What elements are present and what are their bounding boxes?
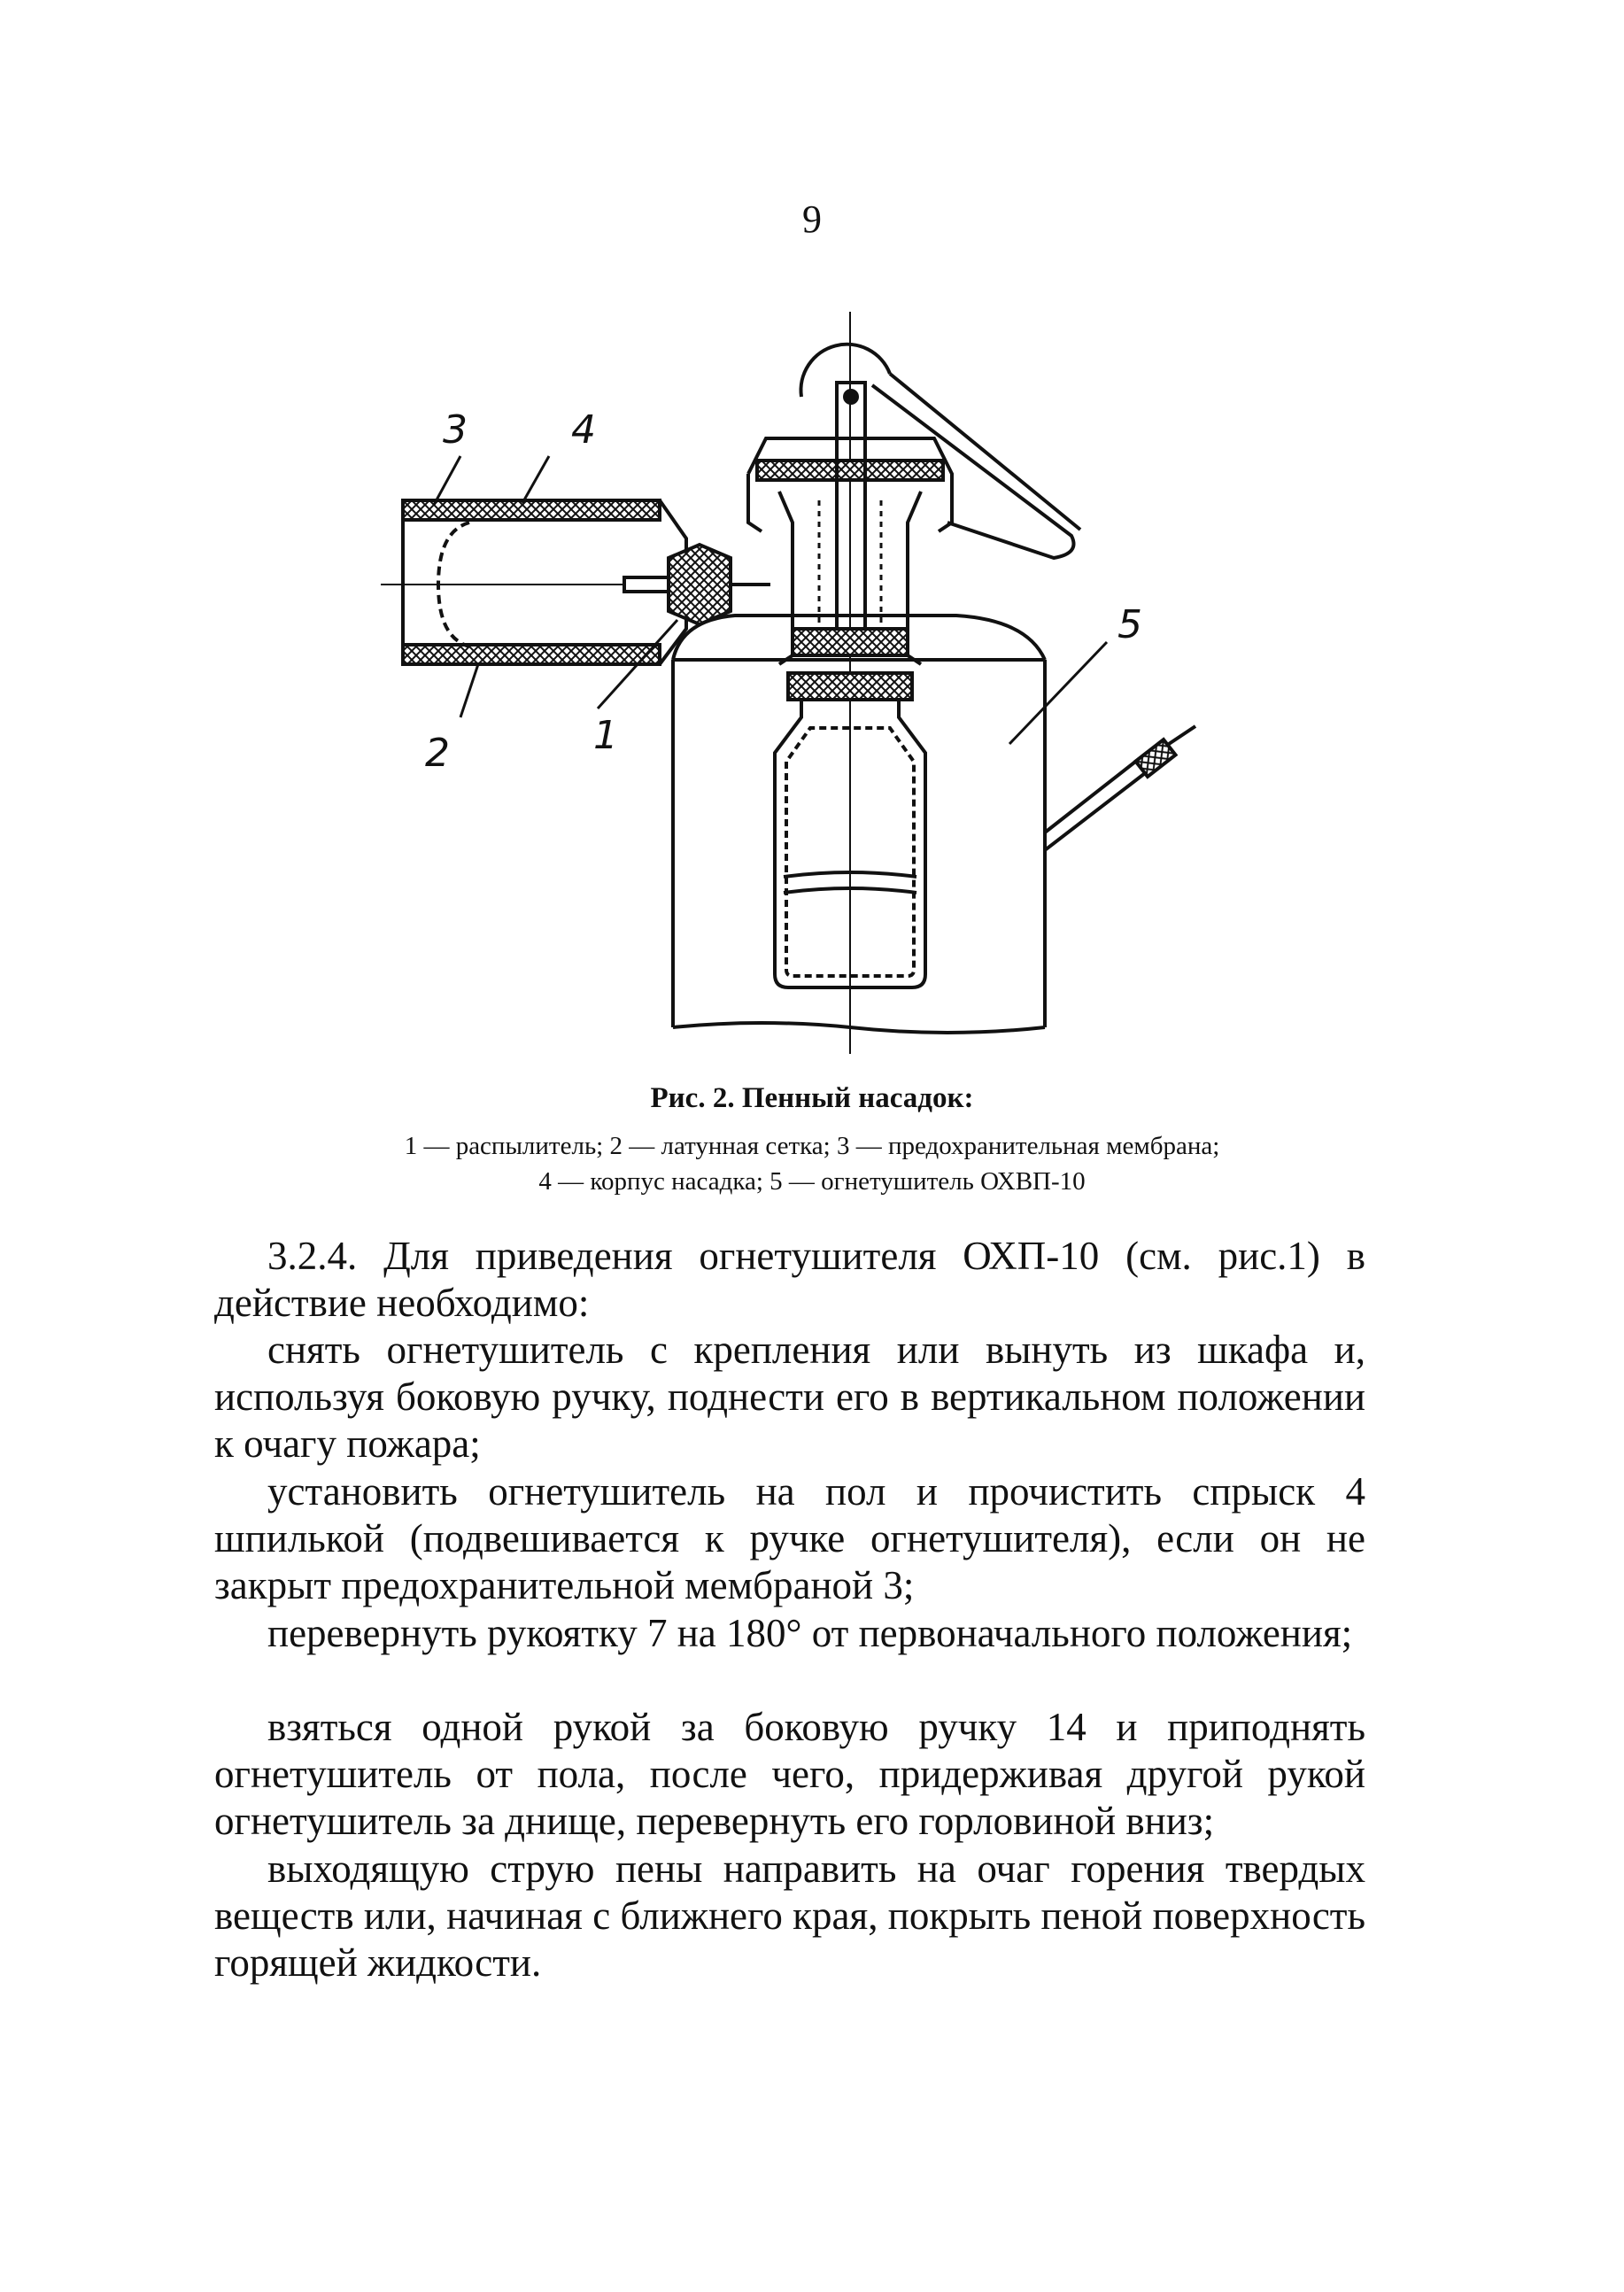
figure-legend-line: 4 — корпус насадка; 5 — огнетушитель ОХВП-10 [538, 1167, 1086, 1196]
sprayer-nut [624, 545, 770, 624]
figure-legend-line: 1 — распылитель; 2 — латунная сетка; 3 — предохранительная мембрана; [404, 1132, 1220, 1160]
instruction-step: перевернуть рукоятку 7 на 180° от первоначального положения; [267, 1611, 1353, 1655]
page-number: 9 [802, 197, 822, 241]
instruction-step: взяться одной рукой за боковую ручку 14 и приподнять огнетушитель от пола, после чего, придерживая другой рукой огнетушитель за днище, перевернуть его горловиной вниз; [214, 1705, 1365, 1843]
bottle-collar [788, 673, 912, 700]
instruction-step: установить огнетушитель на пол и прочистить спрыск 4 шпилькой (подвешивается к ручке огнетушителя), если он не закрыт предохранительной мембраной 3; [214, 1469, 1365, 1607]
instruction-step: выходящую струю пены направить на очаг горения твердых веществ или, начиная с ближнего края, покрыть пеной поверхность горящей жидкости. [214, 1847, 1365, 1985]
side-handle [1045, 726, 1195, 850]
callout-5: 5 [1117, 602, 1142, 647]
callout-4: 4 [571, 407, 596, 453]
callout-2: 2 [425, 731, 450, 776]
callout-1: 1 [593, 713, 618, 758]
callout-3: 3 [443, 407, 468, 453]
section-3-2-4-intro: 3.2.4. Для приведения огнетушителя ОХП-10 (см. рис.1) в действие необходимо: [214, 1234, 1365, 1325]
foam-nozzle-figure [0, 301, 1624, 1063]
figure-caption-title: Рис. 2. Пенный насадок: [650, 1082, 974, 1114]
instruction-step: снять огнетушитель с крепления или вынуть из шкафа и, используя боковую ручку, поднести его в вертикальном положении к очагу пожара; [214, 1328, 1365, 1466]
